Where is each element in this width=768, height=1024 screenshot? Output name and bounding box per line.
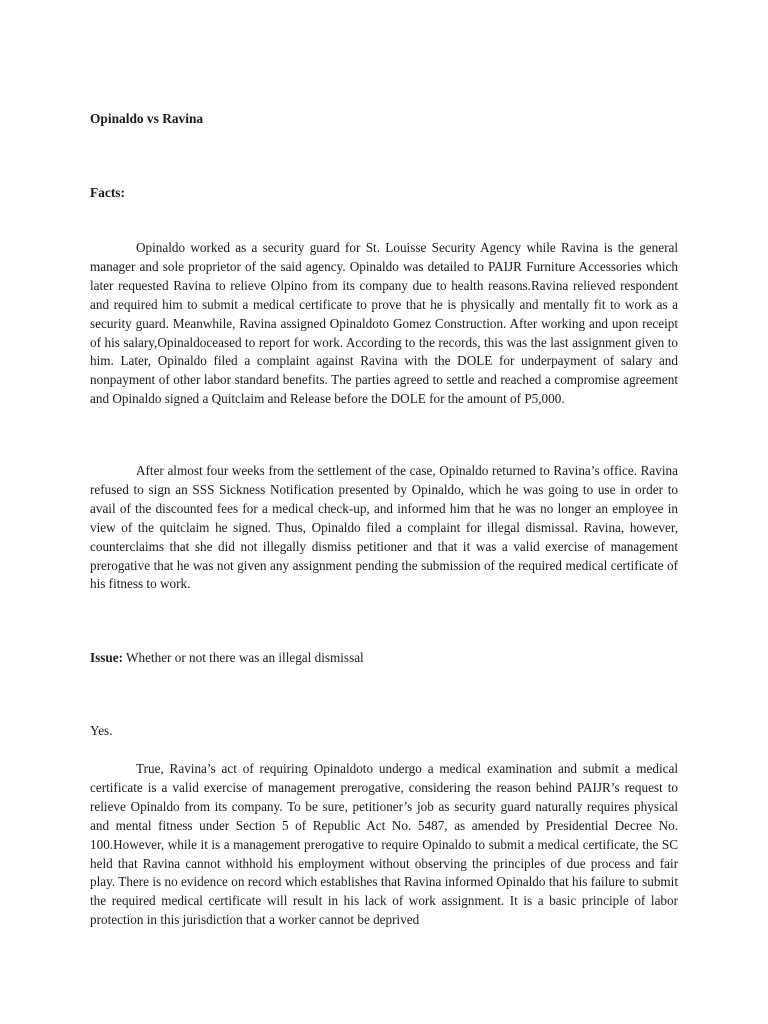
issue-text: Whether or not there was an illegal dismissal	[122, 650, 364, 665]
facts-paragraph-1: Opinaldo worked as a security guard for St. Louisse Security Agency while Ravina is the general manager and sole proprietor of the said agency. Opinaldo was detailed to PAIJR Furniture Accessories which later requested Ravina to relieve Olpino from its company due to health reasons.Ravina relieved respondent and required him to submit a medical certificate to prove that he is physically and mentally fit to work as a security guard. Meanwhile, Ravina assigned Opinaldoto Gomez Construction. After working and upon receipt of his salary,Opinaldoceased to report for work. According to the records, this was the last assignment given to him. Later, Opinaldo filed a complaint against Ravina with the DOLE for underpayment of salary and nonpayment of other labor standard benefits. The parties agreed to settle and reached a compromise agreement and Opinaldo signed a Quitclaim and Release before the DOLE for the amount of P5,000.	[90, 240, 678, 407]
answer-text: Yes.	[90, 723, 113, 738]
facts-paragraph-2: After almost four weeks from the settlement of the case, Opinaldo returned to Ravina’s office. Ravina refused to sign an SSS Sickness Notification presented by Opinaldo, which he was going to use in order to avail of the discounted fees for a medical check-up, and informed him that he was no longer an employee in view of the quitclaim he signed. Thus, Opinaldo filed a complaint for illegal dismissal. Ravina, however, counterclaims that she did not illegally dismiss petitioner and that it was a valid exercise of management prerogative that he was not given any assignment pending the submission of the required medical certificate of his fitness to work.	[90, 463, 678, 592]
facts-heading: Facts:	[90, 185, 125, 200]
ruling-paragraph: True, Ravina’s act of requiring Opinaldoto undergo a medical examination and submit a medical certificate is a valid exercise of management prerogative, considering the reason behind PAIJR’s request to relieve Opinaldo from its company. To be sure, petitioner’s job as security guard naturally requires physical and mental fitness under Section 5 of Republic Act No. 5487, as amended by Presidential Decree No. 100.However, while it is a management prerogative to require Opinaldo to submit a medical certificate, the SC held that Ravina cannot withhold his employment without observing the principles of due process and fair play. There is no evidence on record which establishes that Ravina informed Opinaldo that his failure to submit the required medical certificate will result in his lack of work assignment. It is a basic principle of labor protection in this jurisdiction that a worker cannot be deprived	[90, 761, 678, 928]
issue-line	[90, 650, 364, 666]
issue-label: Issue:	[90, 650, 123, 665]
document-title: Opinaldo vs Ravina	[90, 111, 204, 126]
